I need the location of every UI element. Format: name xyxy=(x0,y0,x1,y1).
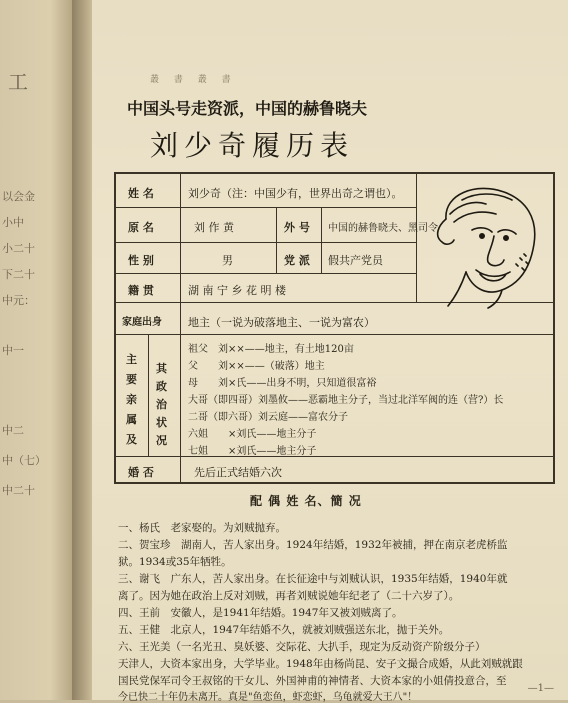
relative-entry: 七姐 ×刘氏——地主分子 xyxy=(188,446,317,457)
native-place-value: 湖 南 宁 乡 花 明 楼 xyxy=(188,284,286,297)
original-name-label: 原 名 xyxy=(128,221,154,234)
spouse-paragraph: 离了。因为她在政治上反对刘贼，再者刘贼说她年纪老了（二十六岁了）。 xyxy=(118,590,460,602)
family-origin-value: 地主（一说为破落地主、一说为富农） xyxy=(188,316,375,329)
spouse-paragraph: 国民党保军司令王叔铭的干女儿、外国神甫的神情者、大资本家的小姐倩投意合，至 xyxy=(118,675,507,687)
left-page-edge xyxy=(0,0,72,700)
spouse-section-heading: 配 偶 姓 名、簡 况 xyxy=(250,494,362,508)
caricature-portrait xyxy=(416,174,553,309)
relative-entry: 父 刘××——（破落）地主 xyxy=(188,361,325,372)
left-page-fragment: 中二 xyxy=(2,424,24,437)
spouse-paragraph: 二、贺宝珍 湖南人，苦人家出身。1924年结婚，1932年被捕，押在南京老虎桥监 xyxy=(118,539,508,551)
spouse-paragraph: 六、王光美（一名光丑、臭妖婆、交际花、大扒手，现定为反动资产阶级分子） xyxy=(118,641,486,653)
left-page-fragment: 以会金 xyxy=(2,190,35,203)
family-origin-label: 家庭出身 xyxy=(122,317,162,328)
left-page-fragment: 中一 xyxy=(2,344,24,357)
left-page-fragment: 中二十 xyxy=(2,484,35,497)
spouse-paragraph: 狱。1934或35年牺牲。 xyxy=(118,556,232,568)
spouse-paragraph: 一、杨氏 老家娶的。为刘贼抛弃。 xyxy=(118,522,286,534)
nickname-label: 外 号 xyxy=(284,221,310,234)
relative-entry: 大哥（即四哥）刘墨攸——恶霸地主分子，当过北洋军阀的连（营?）长 xyxy=(188,395,504,406)
spouse-paragraph: 四、王前 安徽人，是1941年结婚。1947年又被刘贼离了。 xyxy=(118,607,403,619)
document-subtitle: 中国头号走资派，中国的赫鲁晓夫 xyxy=(127,99,368,118)
marriage-label: 婚 否 xyxy=(128,466,154,479)
spouse-paragraph: 五、王健 北京人，1947年结婚不久，就被刘贼强送东北，抛于关外。 xyxy=(118,624,450,636)
party-value: 假共产党员 xyxy=(328,254,383,267)
party-label: 党 派 xyxy=(284,254,310,267)
nickname-value: 中国的赫鲁晓夫、黑司令 xyxy=(328,223,438,234)
left-page-fragment: 下二十 xyxy=(2,268,35,281)
spouse-paragraph: 三、谢飞 广东人，苦人家出身。在长征途中与刘贼认识，1935年结婚，1940年就 xyxy=(118,573,508,585)
native-place-label: 籍 贯 xyxy=(128,284,154,297)
relative-entry: 母 刘×氏——出身不明，只知道很富裕 xyxy=(188,378,377,389)
left-page-fragment: 小二十 xyxy=(2,242,35,255)
left-page-fragment: 小中 xyxy=(2,216,24,229)
original-name-value: 刘 作 黄 xyxy=(194,221,234,234)
spouse-paragraph: 今已快二十年仍未离开。真是"鱼恋鱼，虾恋虾，乌龟就爱大王八"！ xyxy=(118,692,418,703)
relative-entry: 祖父 刘××——地主，有土地120亩 xyxy=(188,344,354,355)
relative-entry: 六姐 ×刘氏——地主分子 xyxy=(188,429,317,440)
left-page-fragment: 中（七） xyxy=(2,454,46,467)
document-title: 刘少奇履历表 xyxy=(150,129,355,162)
sex-value: 男 xyxy=(222,254,233,267)
name-label: 姓 名 xyxy=(128,187,154,200)
page-header: 叢 書 叢 書 xyxy=(150,75,237,85)
resume-form-table xyxy=(114,172,555,484)
name-value: 刘少奇（注：中国少有，世界出奇之谓也）。 xyxy=(188,187,403,200)
relatives-label: 主 要 亲 属 及 xyxy=(126,353,137,446)
relative-entry: 二哥（即六哥）刘云庭——富农分子 xyxy=(188,412,348,423)
sex-label: 性 别 xyxy=(128,254,154,267)
marriage-value: 先后正式结婚六次 xyxy=(194,466,282,479)
spouse-paragraph: 天津人，大资本家出身，大学毕业。1948年由杨尚昆、安子文撮合成婚，从此刘贼就跟 xyxy=(118,658,523,670)
left-page-glyph: 工 xyxy=(8,70,28,94)
left-page-fragment: 中元： xyxy=(2,294,35,307)
politics-label: 其 政 治 状 况 xyxy=(156,362,167,447)
page-number: —1— xyxy=(527,683,554,694)
